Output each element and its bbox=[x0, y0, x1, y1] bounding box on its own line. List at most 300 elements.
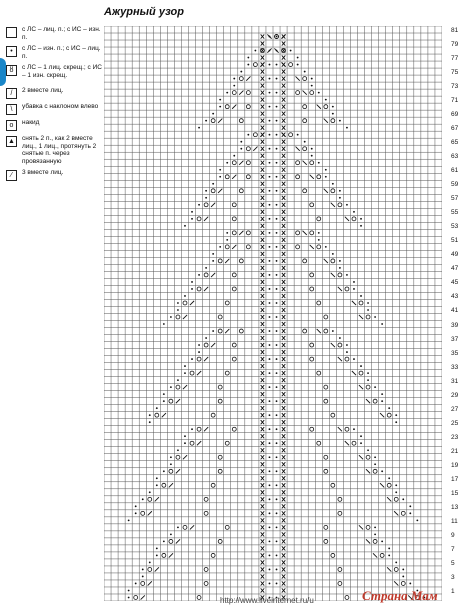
yarn-over-mark bbox=[331, 189, 335, 193]
legend-item bbox=[6, 169, 102, 181]
row-number: 31 bbox=[451, 377, 459, 385]
twisted-stitch-mark bbox=[282, 448, 286, 452]
purl-mark bbox=[269, 316, 271, 318]
purl-mark bbox=[416, 519, 418, 521]
purl-mark bbox=[269, 428, 271, 430]
blank-square-icon bbox=[6, 27, 17, 38]
purl-mark bbox=[276, 190, 278, 192]
purl-mark bbox=[198, 127, 200, 129]
purl-mark bbox=[198, 344, 200, 346]
purl-mark bbox=[276, 456, 278, 458]
purl-mark bbox=[247, 134, 249, 136]
purl-mark bbox=[367, 372, 369, 374]
row-number: 19 bbox=[451, 461, 459, 469]
purl-mark bbox=[269, 569, 271, 571]
twisted-stitch-mark bbox=[261, 371, 265, 375]
row-number: 71 bbox=[451, 97, 459, 105]
purl-mark bbox=[276, 372, 278, 374]
purl-mark bbox=[219, 169, 221, 171]
yarn-over-mark bbox=[310, 357, 314, 361]
ssk-mark bbox=[345, 217, 349, 221]
yarn-over-mark bbox=[232, 427, 236, 431]
twisted-stitch-mark bbox=[282, 539, 286, 543]
yarn-over-mark bbox=[197, 287, 201, 291]
purl-mark bbox=[388, 555, 390, 557]
yarn-over-mark bbox=[324, 315, 328, 319]
yarn-over-mark bbox=[225, 525, 229, 529]
purl-mark bbox=[269, 414, 271, 416]
twisted-stitch-mark bbox=[282, 203, 286, 207]
twisted-stitch-mark bbox=[261, 287, 265, 291]
ssk-mark bbox=[380, 413, 384, 417]
row-number: 43 bbox=[451, 293, 459, 301]
purl-mark bbox=[163, 470, 165, 472]
purl-mark bbox=[276, 302, 278, 304]
twisted-stitch-mark bbox=[282, 511, 286, 515]
yarn-over-mark bbox=[310, 427, 314, 431]
yarn-over-mark bbox=[218, 399, 222, 403]
k2tog-mark bbox=[183, 385, 187, 389]
purl-mark bbox=[191, 288, 193, 290]
twisted-stitch-mark bbox=[282, 147, 286, 151]
purl-mark bbox=[374, 533, 376, 535]
yarn-over-mark bbox=[239, 189, 243, 193]
twisted-stitch-mark bbox=[261, 140, 265, 144]
purl-mark bbox=[381, 470, 383, 472]
k2tog-mark bbox=[197, 371, 201, 375]
ssk-mark bbox=[338, 287, 342, 291]
purl-mark bbox=[374, 463, 376, 465]
purl-mark bbox=[149, 421, 151, 423]
k2tog-mark bbox=[148, 511, 152, 515]
purl-mark bbox=[276, 316, 278, 318]
knitting-chart-grid bbox=[104, 26, 442, 601]
yarn-over-mark bbox=[246, 91, 250, 95]
yarn-over-mark bbox=[218, 329, 222, 333]
purl-mark bbox=[374, 456, 376, 458]
purl-mark bbox=[219, 176, 221, 178]
k2tog-mark bbox=[225, 259, 229, 263]
ssk-mark bbox=[359, 385, 363, 389]
yarn-over-mark bbox=[253, 63, 257, 67]
ssk-mark bbox=[324, 119, 328, 123]
twisted-stitch-mark bbox=[282, 364, 286, 368]
purl-mark bbox=[269, 302, 271, 304]
legend-text: накид bbox=[22, 119, 40, 126]
twisted-stitch-mark bbox=[261, 175, 265, 179]
purl-mark bbox=[374, 386, 376, 388]
twisted-stitch-mark bbox=[261, 84, 265, 88]
purl-mark bbox=[212, 260, 214, 262]
purl-mark bbox=[276, 414, 278, 416]
ssk-mark bbox=[317, 105, 321, 109]
purl-mark bbox=[184, 435, 186, 437]
ssk-mark bbox=[296, 147, 300, 151]
twisted-stitch-mark bbox=[282, 497, 286, 501]
legend-item bbox=[6, 103, 102, 115]
yarn-over-mark bbox=[134, 596, 138, 600]
legend-text: с ЛС – 1 лиц. скрещ.; с ИС – 1 изн. скрещ. bbox=[22, 64, 102, 79]
yarn-over-mark bbox=[162, 553, 166, 557]
slash-left-square-icon: \ bbox=[6, 104, 17, 115]
purl-mark bbox=[269, 148, 271, 150]
row-number: 55 bbox=[451, 209, 459, 217]
yarn-over-mark bbox=[303, 259, 307, 263]
purl-mark bbox=[325, 169, 327, 171]
purl-mark bbox=[269, 36, 271, 38]
purl-mark bbox=[198, 274, 200, 276]
yarn-over-mark bbox=[204, 343, 208, 347]
row-number: 53 bbox=[451, 223, 459, 231]
purl-mark bbox=[156, 484, 158, 486]
yarn-over-mark bbox=[204, 273, 208, 277]
yarn-over-mark bbox=[218, 259, 222, 263]
purl-mark bbox=[269, 176, 271, 178]
yarn-over-mark bbox=[387, 483, 391, 487]
twisted-stitch-mark bbox=[261, 182, 265, 186]
purl-mark bbox=[276, 386, 278, 388]
legend-item bbox=[6, 26, 102, 41]
purl-mark bbox=[156, 407, 158, 409]
twisted-stitch-mark bbox=[282, 259, 286, 263]
yarn-over-mark bbox=[169, 399, 173, 403]
twisted-stitch-mark bbox=[282, 336, 286, 340]
purl-mark bbox=[177, 302, 179, 304]
purl-mark bbox=[269, 260, 271, 262]
purl-mark bbox=[233, 78, 235, 80]
purl-mark bbox=[311, 78, 313, 80]
purl-mark bbox=[212, 330, 214, 332]
legend-text: с ЛС – лиц. п.; с ИС – изн. п. bbox=[22, 26, 101, 41]
purl-mark bbox=[240, 148, 242, 150]
k2tog-mark bbox=[204, 217, 208, 221]
twisted-stitch-mark bbox=[261, 483, 265, 487]
purl-mark bbox=[353, 288, 355, 290]
yarn-over-mark bbox=[190, 441, 194, 445]
purl-mark bbox=[205, 267, 207, 269]
twisted-stitch-mark bbox=[282, 154, 286, 158]
purl-mark bbox=[402, 576, 404, 578]
twisted-stitch-mark bbox=[261, 168, 265, 172]
purl-mark bbox=[269, 442, 271, 444]
purl-mark bbox=[269, 120, 271, 122]
twisted-stitch-mark bbox=[282, 420, 286, 424]
twisted-stitch-mark bbox=[282, 112, 286, 116]
purl-mark bbox=[269, 583, 271, 585]
purl-mark bbox=[360, 365, 362, 367]
twisted-stitch-mark bbox=[282, 329, 286, 333]
purl-mark bbox=[135, 505, 137, 507]
purl-mark bbox=[374, 316, 376, 318]
twisted-stitch-mark bbox=[282, 553, 286, 557]
yarn-over-mark bbox=[246, 175, 250, 179]
yarn-over-mark bbox=[317, 245, 321, 249]
dot-square-icon: • bbox=[6, 46, 17, 57]
twisted-stitch-mark bbox=[261, 133, 265, 137]
twisted-stitch-mark bbox=[282, 238, 286, 242]
purl-mark bbox=[276, 569, 278, 571]
purl-mark bbox=[170, 456, 172, 458]
k2tog-mark bbox=[155, 567, 159, 571]
yarn-over-mark bbox=[373, 539, 377, 543]
purl-mark bbox=[381, 393, 383, 395]
purl-mark bbox=[135, 512, 137, 514]
purl-mark bbox=[233, 85, 235, 87]
purl-mark bbox=[318, 239, 320, 241]
purl-mark bbox=[212, 113, 214, 115]
k2tog-mark bbox=[204, 357, 208, 361]
twisted-stitch-mark bbox=[282, 119, 286, 123]
twisted-stitch-mark bbox=[261, 210, 265, 214]
cross-square-icon: ȣ bbox=[6, 65, 17, 76]
twisted-stitch-mark bbox=[261, 154, 265, 158]
row-number: 37 bbox=[451, 335, 459, 343]
legend-item bbox=[6, 64, 102, 79]
ssk-mark bbox=[331, 203, 335, 207]
yarn-over-mark bbox=[197, 357, 201, 361]
purl-mark bbox=[142, 498, 144, 500]
purl-mark bbox=[395, 421, 397, 423]
purl-mark bbox=[163, 393, 165, 395]
yarn-over-mark bbox=[366, 315, 370, 319]
yarn-over-mark bbox=[331, 413, 335, 417]
twisted-stitch-mark bbox=[261, 315, 265, 319]
yarn-over-mark bbox=[296, 245, 300, 249]
purl-mark bbox=[226, 162, 228, 164]
yarn-over-mark bbox=[324, 469, 328, 473]
purl-mark bbox=[269, 274, 271, 276]
yarn-over-mark bbox=[331, 119, 335, 123]
yarn-over-mark bbox=[394, 497, 398, 501]
twisted-stitch-mark bbox=[282, 287, 286, 291]
purl-mark bbox=[276, 64, 278, 66]
yarn-over-mark bbox=[197, 217, 201, 221]
purl-mark bbox=[269, 512, 271, 514]
twisted-stitch-mark bbox=[261, 553, 265, 557]
purl-mark bbox=[269, 386, 271, 388]
purl-mark bbox=[269, 484, 271, 486]
purl-mark bbox=[276, 274, 278, 276]
purl-mark bbox=[177, 449, 179, 451]
yarn-over-mark bbox=[324, 455, 328, 459]
twisted-stitch-mark bbox=[261, 427, 265, 431]
twisted-stitch-mark bbox=[261, 560, 265, 564]
twisted-stitch-mark bbox=[261, 413, 265, 417]
twisted-stitch-mark bbox=[261, 441, 265, 445]
yarn-over-mark bbox=[310, 287, 314, 291]
yarn-over-mark bbox=[366, 385, 370, 389]
yarn-over-mark bbox=[218, 455, 222, 459]
row-number: 23 bbox=[451, 433, 459, 441]
twisted-stitch-mark bbox=[261, 69, 265, 73]
legend bbox=[6, 26, 102, 185]
purl-mark bbox=[297, 64, 299, 66]
purl-mark bbox=[149, 414, 151, 416]
k2tog-mark bbox=[246, 76, 250, 80]
twisted-stitch-mark bbox=[282, 427, 286, 431]
yarn-over-mark bbox=[310, 231, 314, 235]
yarn-over-mark bbox=[324, 539, 328, 543]
purl-mark bbox=[395, 484, 397, 486]
purl-mark bbox=[205, 120, 207, 122]
purl-mark bbox=[191, 211, 193, 213]
purl-mark bbox=[269, 204, 271, 206]
k2tog-mark bbox=[176, 399, 180, 403]
purl-mark bbox=[219, 106, 221, 108]
ssk-mark bbox=[324, 189, 328, 193]
twisted-stitch-mark bbox=[282, 175, 286, 179]
slash-right-square-icon: / bbox=[6, 88, 17, 99]
twisted-stitch-mark bbox=[261, 539, 265, 543]
twisted-stitch-mark bbox=[261, 518, 265, 522]
twisted-stitch-mark bbox=[282, 105, 286, 109]
purl-mark bbox=[276, 498, 278, 500]
purl-mark bbox=[276, 50, 278, 52]
purl-mark bbox=[325, 99, 327, 101]
k2tog-mark bbox=[239, 231, 243, 235]
purl-mark bbox=[177, 526, 179, 528]
purl-mark bbox=[353, 281, 355, 283]
purl-mark bbox=[311, 155, 313, 157]
purl-mark bbox=[311, 85, 313, 87]
yarn-over-mark bbox=[225, 105, 229, 109]
row-number: 5 bbox=[451, 559, 455, 567]
twisted-stitch-mark bbox=[261, 48, 265, 52]
twisted-stitch-mark bbox=[261, 161, 265, 165]
purl-mark bbox=[212, 183, 214, 185]
purl-mark bbox=[297, 134, 299, 136]
yarn-over-mark bbox=[324, 399, 328, 403]
yarn-over-mark bbox=[232, 217, 236, 221]
purl-mark bbox=[191, 281, 193, 283]
yarn-over-mark bbox=[148, 497, 152, 501]
ssk-mark bbox=[317, 329, 321, 333]
purl-mark bbox=[276, 106, 278, 108]
yarn-over-mark bbox=[197, 427, 201, 431]
k2tog-mark bbox=[232, 245, 236, 249]
twisted-stitch-mark bbox=[282, 189, 286, 193]
k2tog-mark bbox=[190, 525, 194, 529]
twisted-stitch-mark bbox=[261, 329, 265, 333]
yarn-over-mark bbox=[401, 511, 405, 515]
twisted-stitch-mark bbox=[282, 357, 286, 361]
twisted-stitch-mark bbox=[261, 434, 265, 438]
k2tog-mark bbox=[239, 161, 243, 165]
twisted-stitch-mark bbox=[282, 217, 286, 221]
k2tog-mark bbox=[176, 469, 180, 473]
purl-mark bbox=[395, 491, 397, 493]
ssk-mark bbox=[352, 371, 356, 375]
purl-mark bbox=[276, 232, 278, 234]
k2tog-mark bbox=[225, 329, 229, 333]
purl-mark bbox=[360, 225, 362, 227]
twisted-stitch-mark bbox=[261, 294, 265, 298]
ssk-mark bbox=[303, 91, 307, 95]
purl-mark bbox=[191, 428, 193, 430]
yarn-over-mark bbox=[176, 385, 180, 389]
yarn-over-mark bbox=[303, 147, 307, 151]
purl-mark bbox=[177, 379, 179, 381]
twisted-stitch-mark bbox=[261, 126, 265, 130]
legend-item bbox=[6, 119, 102, 131]
twisted-stitch-mark bbox=[261, 336, 265, 340]
purl-mark bbox=[311, 148, 313, 150]
twisted-stitch-mark bbox=[261, 490, 265, 494]
yarn-over-mark bbox=[211, 483, 215, 487]
twisted-stitch-mark bbox=[261, 378, 265, 382]
purl-mark bbox=[318, 162, 320, 164]
legend-item bbox=[6, 135, 102, 165]
yarn-over-mark bbox=[225, 441, 229, 445]
yarn-over-mark bbox=[289, 133, 293, 137]
yarn-over-mark bbox=[296, 231, 300, 235]
twisted-stitch-mark bbox=[282, 413, 286, 417]
legend-item bbox=[6, 45, 102, 60]
purl-mark bbox=[269, 470, 271, 472]
twisted-stitch-mark bbox=[261, 98, 265, 102]
twisted-stitch-mark bbox=[282, 91, 286, 95]
purl-mark bbox=[367, 309, 369, 311]
purl-mark bbox=[142, 576, 144, 578]
ssk-mark bbox=[387, 567, 391, 571]
yarn-over-mark bbox=[141, 511, 145, 515]
twisted-stitch-mark bbox=[282, 41, 286, 45]
twisted-stitch-mark bbox=[282, 84, 286, 88]
twisted-stitch-mark bbox=[282, 518, 286, 522]
yarn-over-mark bbox=[225, 175, 229, 179]
twisted-stitch-mark bbox=[282, 301, 286, 305]
twisted-stitch-mark bbox=[282, 196, 286, 200]
row-number: 9 bbox=[451, 531, 455, 539]
yarn-over-mark bbox=[310, 91, 314, 95]
purl-mark bbox=[198, 204, 200, 206]
yarn-over-mark bbox=[190, 371, 194, 375]
purl-mark bbox=[269, 526, 271, 528]
yarn-over-mark bbox=[296, 175, 300, 179]
site-logo: Страна Мам bbox=[362, 588, 438, 603]
twisted-stitch-mark bbox=[261, 462, 265, 466]
purl-mark bbox=[402, 569, 404, 571]
twisted-stitch-mark bbox=[282, 469, 286, 473]
twisted-stitch-mark bbox=[261, 504, 265, 508]
yarn-over-mark bbox=[218, 315, 222, 319]
purl-mark bbox=[332, 253, 334, 255]
purl-mark bbox=[339, 337, 341, 339]
twisted-stitch-mark bbox=[282, 385, 286, 389]
yarn-over-mark bbox=[239, 259, 243, 263]
purl-mark bbox=[156, 555, 158, 557]
k2tog-mark bbox=[183, 315, 187, 319]
purl-mark bbox=[205, 337, 207, 339]
purl-mark bbox=[360, 295, 362, 297]
twisted-stitch-mark bbox=[261, 259, 265, 263]
row-number: 61 bbox=[451, 167, 459, 175]
yarn-over-mark bbox=[324, 105, 328, 109]
purl-mark bbox=[276, 204, 278, 206]
purl-mark bbox=[276, 583, 278, 585]
twisted-stitch-mark bbox=[282, 252, 286, 256]
purl-mark bbox=[269, 372, 271, 374]
k2tog-mark bbox=[232, 105, 236, 109]
yarn-over-mark bbox=[380, 553, 384, 557]
ssk-mark bbox=[366, 539, 370, 543]
yarn-over-mark bbox=[303, 105, 307, 109]
twisted-stitch-mark bbox=[261, 238, 265, 242]
purl-mark bbox=[184, 442, 186, 444]
ssk-mark bbox=[352, 301, 356, 305]
purl-mark bbox=[332, 330, 334, 332]
purl-mark bbox=[170, 463, 172, 465]
